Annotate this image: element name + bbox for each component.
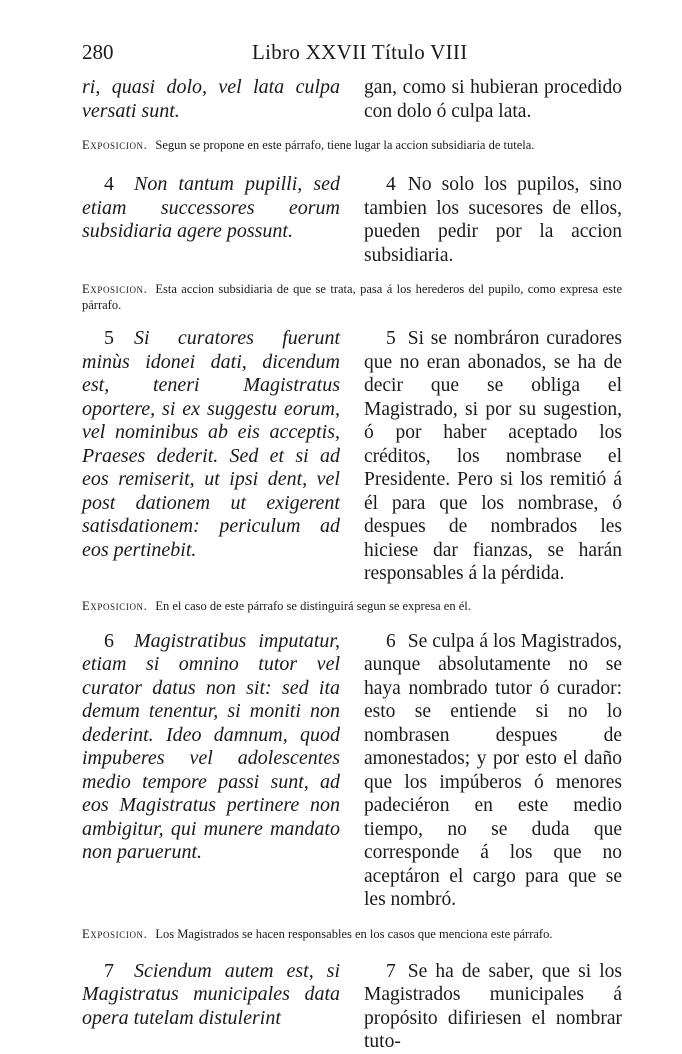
paragraph-number: 4 <box>104 173 114 195</box>
page-number: 280 <box>82 40 114 64</box>
paragraph-row <box>82 76 622 123</box>
exposicion-label: Exposicion. <box>82 598 148 613</box>
spanish-column <box>364 173 622 267</box>
exposicion-note <box>82 598 622 614</box>
spanish-text: Si se nombráron curadores que no eran abonados, se ha de decir que se obliga el Magistrado, si por su sugestion, ó por haber aceptado los créditos, los nombrase el Presidente. Pero si los remitió á él para que los nombrase, ó despues de nombrados les hiciese dar fianzas, se harán responsables á la pérdida. <box>364 328 622 584</box>
latin-column <box>82 630 340 912</box>
spanish-text: No solo los pupilos, sino tambien los sucesores de ellos, pueden pedir por la accion subsidiaria. <box>364 174 622 266</box>
exposicion-label: Exposicion. <box>82 926 148 941</box>
paragraph-number: 5 <box>386 328 396 349</box>
exposicion-text: En el caso de este párrafo se distinguirá segun se expresa en él. <box>155 598 471 613</box>
paragraph-row <box>82 327 622 586</box>
exposicion-text: Los Magistrados se hacen responsables en los casos que menciona este párrafo. <box>155 926 553 941</box>
exposicion-label: Exposicion. <box>82 138 148 152</box>
paragraph-number: 6 <box>386 630 396 652</box>
spanish-text: Se culpa á los Magistrados, aunque absolutamente no se haya nombrado tutor ó curador: esto se entiende si no lo nombrasen despues de amonestados; y por esto el daño que los impúberos ó menores padeciéron en este medio tiempo, no se duda que corresponde á los que no aceptáron el cargo para que se les nombró. <box>364 630 622 910</box>
paragraph-row <box>82 173 622 267</box>
latin-column <box>82 76 340 123</box>
spanish-column <box>364 960 622 1054</box>
latin-text: Magistratibus imputatur, etiam si omnino tutor vel curator datus non sit: sed ita demum tenentur, si moniti non dederint. Ideo damnum, quod impuberes vel adolescentes medio tempore passi sunt, ad eos Magistratus pertinere non ambigitur, qui munere mandato non paruerunt. <box>82 629 340 863</box>
exposicion-note <box>82 137 622 153</box>
paragraph-row <box>82 630 622 912</box>
latin-text: ri, quasi dolo, vel lata culpa versati sunt. <box>82 76 340 122</box>
spanish-column <box>364 327 622 586</box>
latin-column <box>82 960 340 1054</box>
spanish-column <box>364 76 622 123</box>
spanish-column <box>364 630 622 912</box>
spanish-text: Se ha de saber, que si los Magistrados municipales á propósito difiriesen el nombrar tuto- <box>364 960 622 1052</box>
paragraph-number: 7 <box>104 959 114 982</box>
latin-text: Sciendum autem est, si Magistratus municipales data opera tutelam distulerint <box>82 959 340 1029</box>
paragraph-number: 4 <box>386 174 396 195</box>
latin-column <box>82 173 340 267</box>
paragraph-row <box>82 960 622 1054</box>
page <box>82 36 622 1054</box>
running-title: Libro XXVII Título VIII <box>252 40 468 64</box>
exposicion-text: Segun se propone en este párrafo, tiene lugar la accion subsidiaria de tutela. <box>155 138 535 152</box>
page-header <box>82 36 622 70</box>
latin-text: Non tantum pupilli, sed etiam successores eorum subsidiaria agere possunt. <box>82 173 340 242</box>
paragraph-number: 7 <box>386 960 396 982</box>
paragraph-number: 5 <box>104 327 114 349</box>
exposicion-label: Exposicion. <box>82 282 148 296</box>
latin-text: Si curatores fuerunt minùs idonei dati, dicendum est, teneri Magistratus oportere, si ex suggestu eorum, vel nominibus ab eis acceptis, Praeses dederit. Sed et si ad eos remiserit, ut ipsi dent, vel post dationem ut exigerent satisdationem: periculum ad eos pertinebit. <box>82 327 340 561</box>
exposicion-note <box>82 926 622 942</box>
exposicion-text: Esta accion subsidiaria de que se trata, pasa á los herederos del pupilo, como expresa este párrafo. <box>82 282 622 312</box>
spanish-text: gan, como si hubieran procedido con dolo ó culpa lata. <box>364 77 622 122</box>
latin-column <box>82 327 340 586</box>
exposicion-note <box>82 281 622 313</box>
paragraph-number: 6 <box>104 629 114 652</box>
